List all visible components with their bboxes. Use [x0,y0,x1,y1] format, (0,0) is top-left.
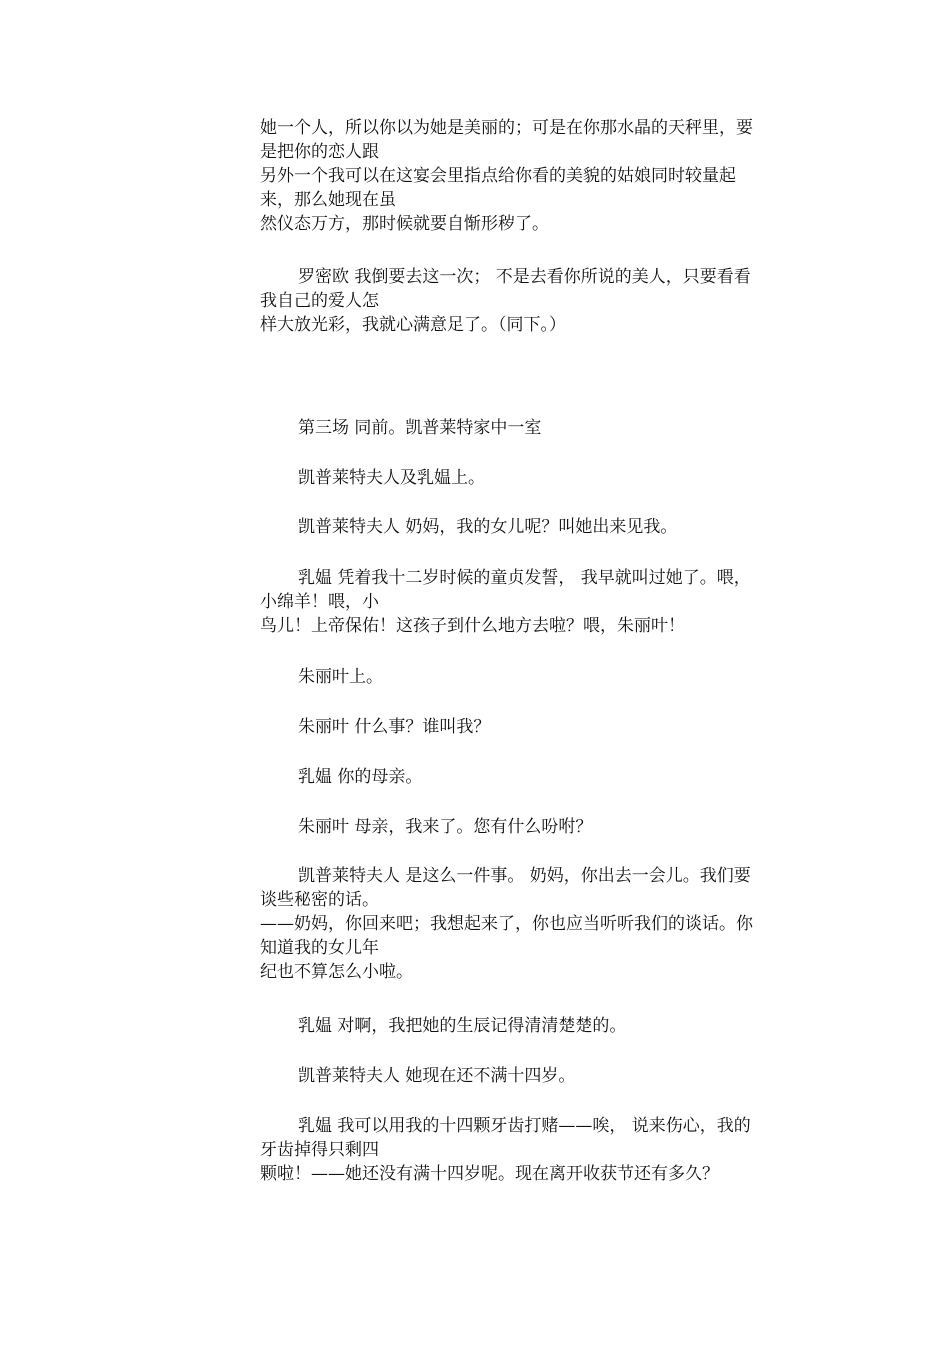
text-line: 乳媪 凭着我十二岁时候的童贞发誓， 我早就叫过她了。喂， [298,568,751,588]
paragraph-lady-capulet-3 [260,1064,820,1088]
text-line: 颗啦！——她还没有满十四岁呢。现在离开收获节还有多久？ [260,1164,719,1184]
text-line: 牙齿掉得只剩四 [260,1140,379,1160]
text-line: 罗密欧 我倒要去这一次； 不是去看你所说的美人，只要看看 [298,267,751,287]
text-line: 然仪态万方，那时候就要自惭形秽了。 [260,214,549,234]
text-line: 她一个人，所以你以为她是美丽的；可是在你那水晶的天秤里，要 [260,118,753,138]
text-line: 朱丽叶 母亲，我来了。您有什么吩咐？ [298,817,593,837]
text-line: ——奶妈，你回来吧；我想起来了，你也应当听听我们的谈话。你 [260,914,753,934]
scene-heading [260,416,820,440]
text-line: 小绵羊！喂，小 [260,592,379,612]
paragraph-nurse-4 [260,1114,820,1186]
stage-direction [260,466,820,490]
text-line: 鸟儿！上帝保佑！这孩子到什么地方去啦？喂，朱丽叶！ [260,616,685,636]
stage-direction [260,665,820,689]
text-line: 另外一个我可以在这宴会里指点给你看的美貌的姑娘同时较量起 [260,166,736,186]
paragraph-juliet-2 [260,815,820,839]
text-line: 乳媪 我可以用我的十四颗牙齿打赌——唉， 说来伤心，我的 [298,1116,751,1136]
paragraph-romeo-reply [260,265,820,337]
paragraph-lady-capulet-2 [260,864,820,984]
text-line: 凯普莱特夫人 是这么一件事。 奶妈，你出去一会儿。我们要 [298,866,751,886]
text-line: 朱丽叶上。 [298,667,383,687]
paragraph-lady-capulet-1 [260,515,820,539]
text-line: 来，那么她现在虽 [260,190,396,210]
paragraph-mercutio-speech [260,116,820,236]
text-line: 是把你的恋人跟 [260,142,379,162]
text-line: 乳媪 对啊，我把她的生辰记得清清楚楚的。 [298,1016,627,1036]
text-line: 凯普莱特夫人及乳媪上。 [298,468,485,488]
text-line: 我自己的爱人怎 [260,291,379,311]
text-line: 乳媪 你的母亲。 [298,767,423,787]
text-line: 纪也不算怎么小啦。 [260,962,413,982]
paragraph-nurse-1 [260,566,820,638]
text-line: 谈些秘密的话。 [260,890,379,910]
text-line: 样大放光彩，我就心满意足了。（同下。） [260,315,566,335]
paragraph-juliet-1 [260,715,820,739]
paragraph-nurse-2 [260,765,820,789]
text-line: 凯普莱特夫人 奶妈，我的女儿呢？叫她出来见我。 [298,517,678,537]
text-line: 凯普莱特夫人 她现在还不满十四岁。 [298,1066,576,1086]
paragraph-nurse-3 [260,1014,820,1038]
text-line: 朱丽叶 什么事？谁叫我？ [298,717,491,737]
text-line: 知道我的女儿年 [260,938,379,958]
text-line: 第三场 同前。凯普莱特家中一室 [298,418,542,438]
